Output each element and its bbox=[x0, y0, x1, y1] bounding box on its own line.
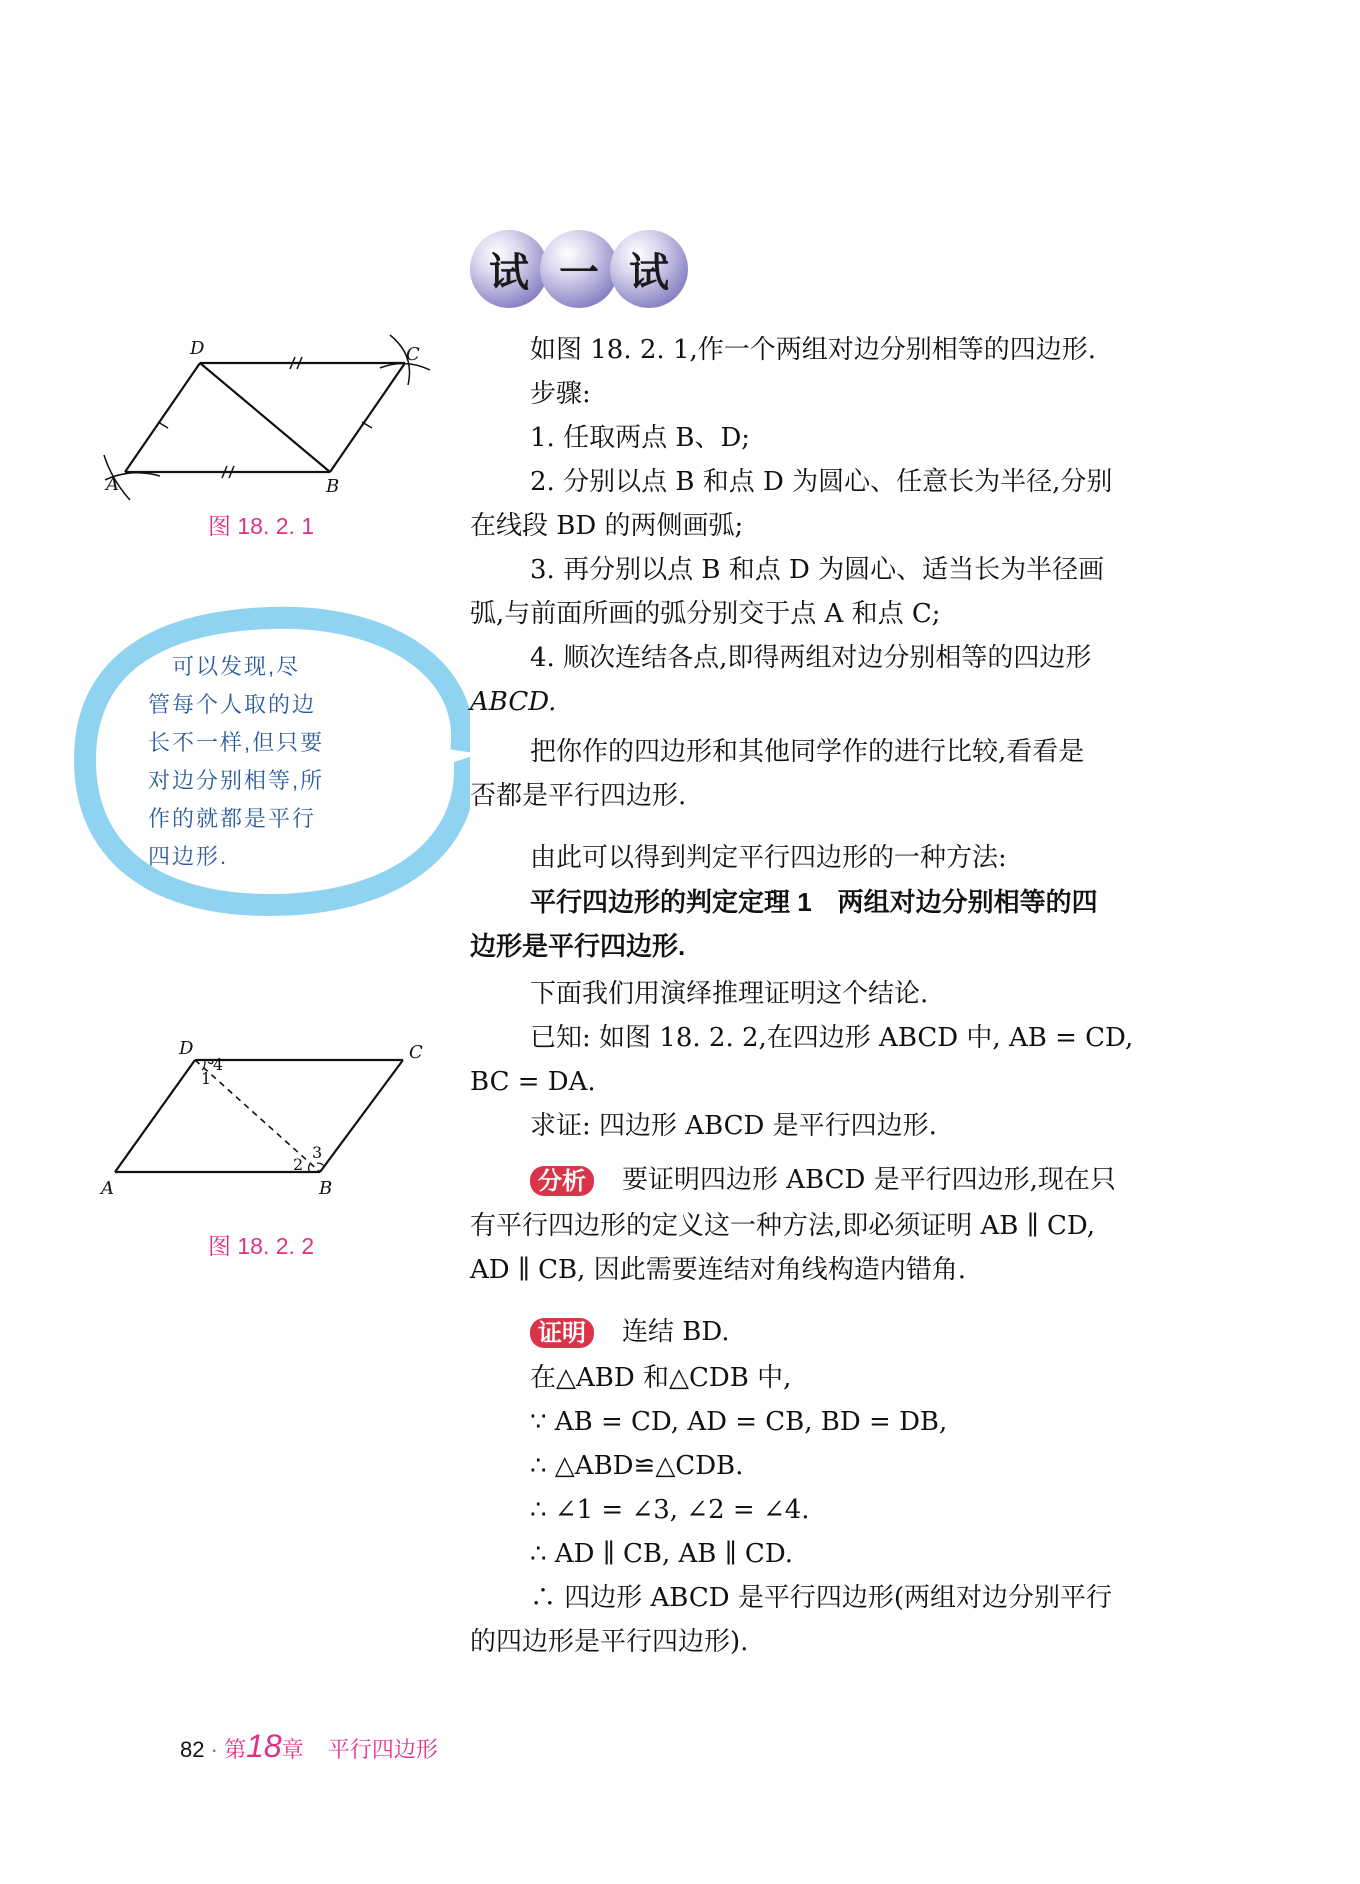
heading-char-1: 试 bbox=[489, 248, 529, 296]
text-line: 如图 18. 2. 1,作一个两组对边分别相等的四边形. bbox=[530, 335, 1097, 365]
fig2-angle-1: 1 bbox=[201, 1069, 212, 1088]
text-line: ∵ AB = CD, AD = CB, BD = DB, bbox=[530, 1407, 948, 1437]
bubble-line: 四边形. bbox=[148, 844, 229, 869]
page-number: 82 bbox=[180, 1737, 205, 1762]
bubble-line: 长不一样,但只要 bbox=[148, 730, 325, 755]
chapter-suffix: 章 bbox=[281, 1737, 304, 1762]
side-bc bbox=[330, 363, 405, 472]
text-line: 步骤: bbox=[530, 379, 591, 409]
fig2-label-b: B bbox=[319, 1178, 333, 1199]
chapter-title: 平行四边形 bbox=[327, 1737, 438, 1762]
heading-ball-2 bbox=[540, 230, 618, 308]
side-ad bbox=[115, 1060, 195, 1172]
text-line: 在线段 BD 的两侧画弧; bbox=[470, 511, 744, 541]
page-footer bbox=[180, 1728, 438, 1765]
figure-1-caption: 图 18. 2. 1 bbox=[208, 513, 315, 539]
bubble-line: 管每个人取的边 bbox=[148, 692, 317, 717]
bubble-line: 作的就都是平行 bbox=[148, 806, 317, 831]
text-line: ∴ ∠1 = ∠3, ∠2 = ∠4. bbox=[530, 1495, 810, 1525]
fig2-label-d: D bbox=[179, 1038, 194, 1059]
text-line: ∴ 四边形 ABCD 是平行四边形(两组对边分别平行 bbox=[530, 1583, 1113, 1613]
text-line: AD ∥ CB, 因此需要连结对角线构造内错角. bbox=[470, 1255, 966, 1285]
text-line: 在△ABD 和△CDB 中, bbox=[530, 1363, 792, 1393]
text-line: 求证: 四边形 ABCD 是平行四边形. bbox=[530, 1111, 937, 1141]
fig2-angle-3: 3 bbox=[312, 1143, 323, 1162]
text-line: ∴ AD ∥ CB, AB ∥ CD. bbox=[530, 1539, 793, 1569]
analysis-line bbox=[530, 1162, 1116, 1198]
text-line: 已知: 如图 18. 2. 2,在四边形 ABCD 中, AB = CD, bbox=[530, 1023, 1134, 1053]
heading-ball-3 bbox=[610, 230, 688, 308]
text-line: 连结 BD. bbox=[622, 1317, 730, 1347]
fig1-label-c: C bbox=[406, 344, 420, 365]
diagonal-bd bbox=[200, 363, 330, 472]
chapter-number: 18 bbox=[246, 1728, 282, 1764]
text-line: 1. 任取两点 B、D; bbox=[530, 423, 751, 453]
fig2-label-c: C bbox=[409, 1042, 423, 1063]
bubble-line: 可以发现,尽 bbox=[148, 654, 301, 679]
text-line: ∴ △ABD≌△CDB. bbox=[530, 1451, 744, 1481]
fig1-label-d: D bbox=[190, 338, 205, 359]
text-line: 下面我们用演绎推理证明这个结论. bbox=[530, 979, 929, 1009]
analysis-tag: 分析 bbox=[530, 1166, 594, 1196]
text-line: ABCD. bbox=[470, 687, 557, 717]
text-line: 的四边形是平行四边形). bbox=[470, 1627, 749, 1657]
theorem-line: 平行四边形的判定定理 1 两组对边分别相等的四 bbox=[530, 887, 1098, 917]
bubble-line: 对边分别相等,所 bbox=[148, 768, 325, 793]
text-line: BC = DA. bbox=[470, 1067, 596, 1097]
fig2-angle-2: 2 bbox=[293, 1155, 304, 1174]
text-line: 由此可以得到判定平行四边形的一种方法: bbox=[530, 843, 1007, 873]
text-line: 有平行四边形的定义这一种方法,即必须证明 AB ∥ CD, bbox=[470, 1211, 1096, 1241]
text-line: 把你作的四边形和其他同学作的进行比较,看看是 bbox=[530, 737, 1085, 767]
text-line: 否都是平行四边形. bbox=[470, 781, 687, 811]
theorem-line: 边形是平行四边形. bbox=[470, 931, 686, 961]
fig1-label-b: B bbox=[326, 476, 340, 497]
text-line: 4. 顺次连结各点,即得两组对边分别相等的四边形 bbox=[530, 643, 1092, 673]
fig2-angle-4: 4 bbox=[213, 1055, 224, 1074]
fig2-label-a: A bbox=[101, 1178, 114, 1199]
fig1-label-a: A bbox=[106, 474, 119, 495]
side-ad bbox=[125, 363, 200, 472]
proof-line bbox=[530, 1314, 730, 1350]
heading-ball-1 bbox=[470, 230, 548, 308]
text-line: 弧,与前面所画的弧分别交于点 A 和点 C; bbox=[470, 599, 941, 629]
side-bc bbox=[320, 1060, 403, 1172]
text-line: 3. 再分别以点 B 和点 D 为圆心、适当长为半径画 bbox=[530, 555, 1105, 585]
footer-dot: · bbox=[210, 1737, 218, 1762]
text-line: 要证明四边形 ABCD 是平行四边形,现在只 bbox=[622, 1165, 1116, 1195]
bubble-text bbox=[148, 648, 348, 876]
heading-char-3: 试 bbox=[629, 248, 669, 296]
figure-2-diagram bbox=[95, 1030, 435, 1200]
chapter-prefix: 第 bbox=[224, 1737, 247, 1762]
figure-1-diagram bbox=[90, 330, 450, 510]
figure-2-caption: 图 18. 2. 2 bbox=[208, 1233, 315, 1259]
proof-tag: 证明 bbox=[530, 1318, 594, 1348]
heading-char-2: 一 bbox=[559, 248, 599, 296]
text-line: 2. 分别以点 B 和点 D 为圆心、任意长为半径,分别 bbox=[530, 467, 1113, 497]
